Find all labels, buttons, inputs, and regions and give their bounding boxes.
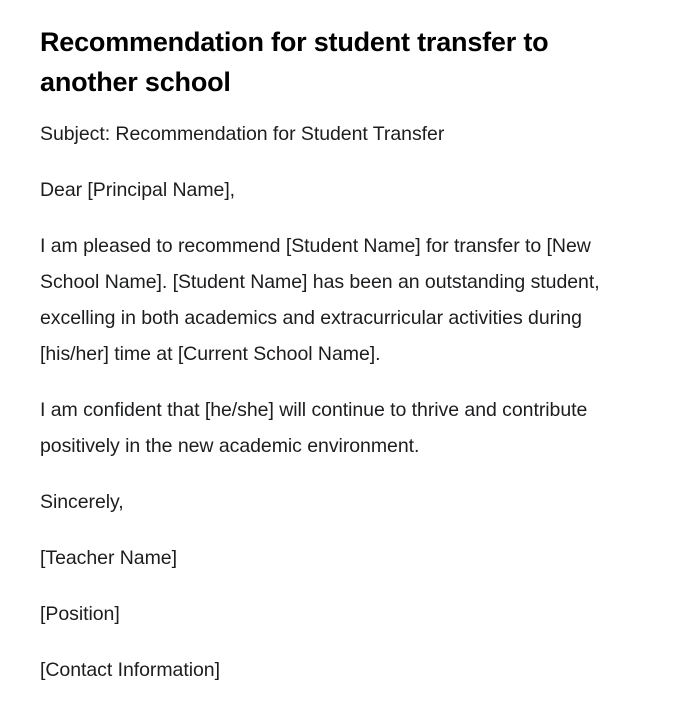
paragraph-subject: Subject: Recommendation for Student Transfer	[40, 123, 445, 145]
article-body	[40, 116, 640, 688]
paragraph-recommendation-body: I am pleased to recommend [Student Name] for transfer to [New School Name]. [Student Name] has been an outstanding student, excelling in both academics and extracurricular activities during [his/her] time at [Current School Name].	[40, 235, 600, 365]
paragraph-signature-position: [Position]	[40, 603, 120, 625]
paragraph-signature-contact: [Contact Information]	[40, 659, 220, 681]
paragraph-salutation: Dear [Principal Name],	[40, 179, 236, 201]
page-title: Recommendation for student transfer to another school	[40, 27, 549, 97]
paragraph-signature-name: [Teacher Name]	[40, 547, 177, 569]
paragraph-closing: Sincerely,	[40, 491, 124, 513]
paragraph-confidence-statement: I am confident that [he/she] will continue to thrive and contribute positively in the new academic environment.	[40, 399, 588, 457]
